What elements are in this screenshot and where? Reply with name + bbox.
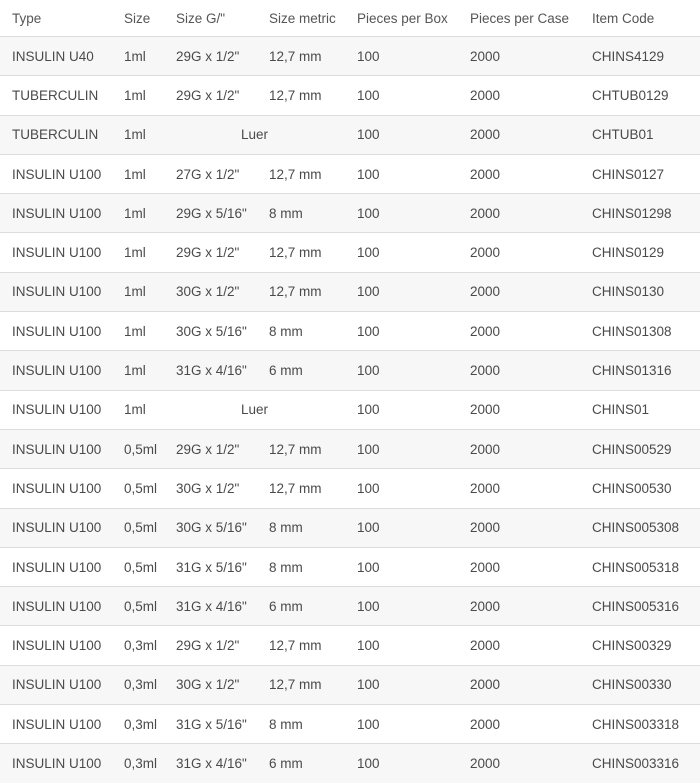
cell-pieces-per-box: 100 (345, 351, 458, 390)
cell-size-metric: 12,7 mm (257, 154, 345, 193)
cell-pieces-per-box: 100 (345, 194, 458, 233)
cell-size: 0,5ml (112, 469, 164, 508)
table-row (0, 115, 700, 154)
table-row (0, 312, 700, 351)
cell-type: INSULIN U100 (0, 705, 112, 744)
cell-pieces-per-case: 2000 (458, 508, 580, 547)
cell-type: INSULIN U100 (0, 744, 112, 783)
cell-size: 0,5ml (112, 429, 164, 468)
cell-size-gauge: 29G x 1/2" (164, 233, 257, 272)
cell-type: INSULIN U100 (0, 390, 112, 429)
cell-size-gauge: 30G x 1/2" (164, 469, 257, 508)
cell-size-metric: 8 mm (257, 508, 345, 547)
cell-size-metric: 8 mm (257, 547, 345, 586)
cell-item-code: CHINS4129 (580, 37, 700, 76)
header-type: Type (12, 10, 42, 26)
table-row (0, 705, 700, 744)
table-row (0, 665, 700, 704)
cell-size: 1ml (112, 76, 164, 115)
cell-item-code: CHINS00329 (580, 626, 700, 665)
cell-type: INSULIN U100 (0, 626, 112, 665)
cell-pieces-per-box: 100 (345, 469, 458, 508)
cell-type: INSULIN U100 (0, 587, 112, 626)
cell-size-metric: 6 mm (257, 744, 345, 783)
cell-size: 0,3ml (112, 626, 164, 665)
cell-item-code: CHTUB01 (580, 115, 700, 154)
cell-size-gauge: 29G x 1/2" (164, 37, 257, 76)
table-row (0, 547, 700, 586)
cell-size-metric: 8 mm (257, 194, 345, 233)
table-row (0, 154, 700, 193)
cell-size-metric: 8 mm (257, 705, 345, 744)
cell-size: 1ml (112, 37, 164, 76)
cell-pieces-per-box: 100 (345, 37, 458, 76)
cell-item-code: CHINS0129 (580, 233, 700, 272)
header-row (0, 0, 700, 37)
cell-pieces-per-box: 100 (345, 587, 458, 626)
cell-size-metric: 12,7 mm (257, 37, 345, 76)
cell-type: INSULIN U100 (0, 469, 112, 508)
cell-pieces-per-box: 100 (345, 626, 458, 665)
cell-size: 0,3ml (112, 705, 164, 744)
cell-connector: Luer (164, 390, 345, 429)
cell-size-gauge: 31G x 4/16" (164, 587, 257, 626)
cell-size-gauge: 27G x 1/2" (164, 154, 257, 193)
cell-size: 1ml (112, 351, 164, 390)
cell-size-gauge: 29G x 1/2" (164, 76, 257, 115)
cell-pieces-per-case: 2000 (458, 115, 580, 154)
cell-item-code: CHINS00530 (580, 469, 700, 508)
cell-connector: Luer (164, 115, 345, 154)
cell-type: INSULIN U100 (0, 154, 112, 193)
cell-type: INSULIN U100 (0, 272, 112, 311)
table-row (0, 587, 700, 626)
table-body (0, 37, 700, 783)
cell-item-code: CHINS003316 (580, 744, 700, 783)
cell-item-code: CHINS00330 (580, 665, 700, 704)
cell-size: 1ml (112, 272, 164, 311)
header-pieces-per-case: Pieces per Case (470, 10, 570, 26)
header-pieces-per-box: Pieces per Box (357, 10, 448, 26)
cell-item-code: CHINS005316 (580, 587, 700, 626)
table-header (0, 0, 700, 37)
cell-size: 1ml (112, 115, 164, 154)
cell-item-code: CHINS005318 (580, 547, 700, 586)
table-row (0, 626, 700, 665)
cell-size-gauge: 31G x 4/16" (164, 351, 257, 390)
header-size: Size (124, 10, 151, 26)
cell-size-gauge: 30G x 1/2" (164, 272, 257, 311)
cell-pieces-per-case: 2000 (458, 429, 580, 468)
cell-pieces-per-box: 100 (345, 115, 458, 154)
cell-item-code: CHINS005308 (580, 508, 700, 547)
table-row (0, 390, 700, 429)
cell-size: 0,3ml (112, 665, 164, 704)
cell-pieces-per-case: 2000 (458, 351, 580, 390)
cell-item-code: CHINS01298 (580, 194, 700, 233)
cell-pieces-per-case: 2000 (458, 312, 580, 351)
table-row (0, 351, 700, 390)
cell-size: 1ml (112, 233, 164, 272)
cell-pieces-per-case: 2000 (458, 547, 580, 586)
cell-size: 0,5ml (112, 587, 164, 626)
cell-size-metric: 12,7 mm (257, 665, 345, 704)
cell-pieces-per-box: 100 (345, 705, 458, 744)
cell-type: INSULIN U100 (0, 508, 112, 547)
table-row (0, 194, 700, 233)
cell-item-code: CHINS01 (580, 390, 700, 429)
cell-pieces-per-case: 2000 (458, 626, 580, 665)
cell-item-code: CHINS0127 (580, 154, 700, 193)
cell-size-metric: 12,7 mm (257, 469, 345, 508)
cell-type: TUBERCULIN (0, 115, 112, 154)
cell-pieces-per-case: 2000 (458, 76, 580, 115)
cell-type: INSULIN U100 (0, 233, 112, 272)
cell-pieces-per-box: 100 (345, 508, 458, 547)
cell-type: INSULIN U100 (0, 312, 112, 351)
cell-pieces-per-case: 2000 (458, 469, 580, 508)
cell-type: INSULIN U100 (0, 665, 112, 704)
header-item-code: Item Code (592, 10, 655, 26)
cell-type: INSULIN U100 (0, 351, 112, 390)
cell-size-metric: 12,7 mm (257, 626, 345, 665)
cell-pieces-per-box: 100 (345, 76, 458, 115)
cell-pieces-per-box: 100 (345, 272, 458, 311)
cell-pieces-per-box: 100 (345, 390, 458, 429)
cell-size: 0,5ml (112, 547, 164, 586)
cell-pieces-per-case: 2000 (458, 705, 580, 744)
cell-pieces-per-case: 2000 (458, 233, 580, 272)
cell-item-code: CHINS01308 (580, 312, 700, 351)
cell-pieces-per-box: 100 (345, 429, 458, 468)
cell-size-metric: 12,7 mm (257, 233, 345, 272)
table-row (0, 744, 700, 783)
cell-pieces-per-case: 2000 (458, 37, 580, 76)
cell-pieces-per-box: 100 (345, 312, 458, 351)
cell-pieces-per-box: 100 (345, 154, 458, 193)
cell-size-gauge: 30G x 1/2" (164, 665, 257, 704)
cell-size: 1ml (112, 194, 164, 233)
cell-pieces-per-case: 2000 (458, 587, 580, 626)
table-row (0, 429, 700, 468)
cell-size-gauge: 29G x 5/16" (164, 194, 257, 233)
cell-type: INSULIN U100 (0, 429, 112, 468)
table-row (0, 469, 700, 508)
cell-size-gauge: 30G x 5/16" (164, 508, 257, 547)
cell-pieces-per-case: 2000 (458, 272, 580, 311)
cell-type: TUBERCULIN (0, 76, 112, 115)
cell-item-code: CHINS01316 (580, 351, 700, 390)
cell-size-gauge: 31G x 5/16" (164, 705, 257, 744)
cell-size-metric: 8 mm (257, 312, 345, 351)
cell-item-code: CHINS00529 (580, 429, 700, 468)
cell-item-code: CHTUB0129 (580, 76, 700, 115)
cell-size: 0,5ml (112, 508, 164, 547)
header-size-metric: Size metric (269, 10, 336, 26)
cell-type: INSULIN U100 (0, 547, 112, 586)
cell-pieces-per-box: 100 (345, 744, 458, 783)
cell-pieces-per-case: 2000 (458, 154, 580, 193)
table-row (0, 272, 700, 311)
table-row (0, 37, 700, 76)
cell-item-code: CHINS0130 (580, 272, 700, 311)
table-row (0, 233, 700, 272)
header-size-gauge: Size G/" (176, 10, 226, 26)
cell-size-metric: 6 mm (257, 351, 345, 390)
cell-item-code: CHINS003318 (580, 705, 700, 744)
cell-pieces-per-box: 100 (345, 547, 458, 586)
cell-size-metric: 12,7 mm (257, 272, 345, 311)
cell-size-gauge: 29G x 1/2" (164, 429, 257, 468)
cell-pieces-per-case: 2000 (458, 665, 580, 704)
cell-type: INSULIN U40 (0, 37, 112, 76)
cell-size: 1ml (112, 312, 164, 351)
cell-size-gauge: 29G x 1/2" (164, 626, 257, 665)
cell-size-metric: 12,7 mm (257, 429, 345, 468)
table-row (0, 508, 700, 547)
cell-size-gauge: 31G x 5/16" (164, 547, 257, 586)
cell-size-metric: 12,7 mm (257, 76, 345, 115)
cell-size-metric: 6 mm (257, 587, 345, 626)
table-row (0, 76, 700, 115)
cell-type: INSULIN U100 (0, 194, 112, 233)
cell-pieces-per-case: 2000 (458, 390, 580, 429)
cell-size-gauge: 30G x 5/16" (164, 312, 257, 351)
cell-size: 1ml (112, 154, 164, 193)
cell-size: 0,3ml (112, 744, 164, 783)
cell-pieces-per-case: 2000 (458, 744, 580, 783)
cell-pieces-per-case: 2000 (458, 194, 580, 233)
cell-pieces-per-box: 100 (345, 233, 458, 272)
cell-pieces-per-box: 100 (345, 665, 458, 704)
cell-size: 1ml (112, 390, 164, 429)
cell-size-gauge: 31G x 4/16" (164, 744, 257, 783)
